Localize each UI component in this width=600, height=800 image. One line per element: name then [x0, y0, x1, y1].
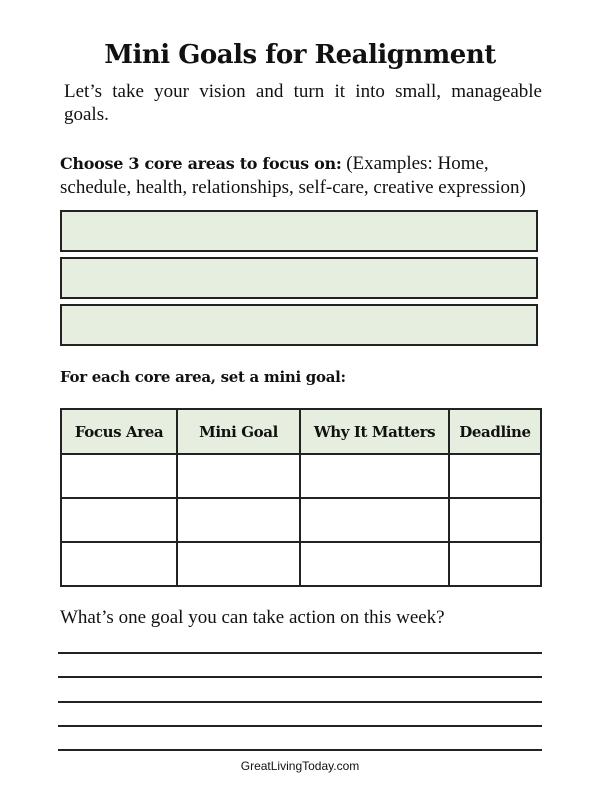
column-header-why-it-matters: Why It Matters [300, 409, 449, 454]
column-header-mini-goal: Mini Goal [177, 409, 300, 454]
column-header-focus-area: Focus Area [61, 409, 177, 454]
core-areas-prompt-bold: Choose 3 core areas to focus on: [60, 154, 342, 173]
deadline-cell[interactable] [449, 454, 541, 498]
writing-line-2[interactable] [58, 676, 542, 678]
intro-text: Let’s take your vision and turn it into small, manageable goals. [64, 81, 542, 125]
core-area-box-2[interactable] [60, 257, 538, 299]
mini-goal-heading: For each core area, set a mini goal: [60, 368, 346, 386]
focus-area-cell[interactable] [61, 454, 177, 498]
column-header-deadline: Deadline [449, 409, 541, 454]
why-it-matters-cell[interactable] [300, 454, 449, 498]
core-areas-prompt-examples: (Examples: Home, schedule, health, relationships, self-care, creative expression) [60, 153, 526, 198]
footer-site-name: GreatLivingToday.com [240, 759, 360, 773]
table-row [61, 454, 541, 498]
why-it-matters-cell[interactable] [300, 542, 449, 586]
table-row [61, 498, 541, 542]
why-it-matters-cell[interactable] [300, 498, 449, 542]
table-header-row [61, 409, 541, 454]
page-title: Mini Goals for Realignment [104, 40, 496, 70]
table-row [61, 542, 541, 586]
mini-goal-cell[interactable] [177, 498, 300, 542]
deadline-cell[interactable] [449, 542, 541, 586]
mini-goal-table [60, 408, 542, 587]
writing-line-5[interactable] [58, 749, 542, 751]
focus-area-cell[interactable] [61, 542, 177, 586]
focus-area-cell[interactable] [61, 498, 177, 542]
action-question: What’s one goal you can take action on this week? [60, 607, 445, 628]
writing-line-4[interactable] [58, 725, 542, 727]
core-areas-prompt [60, 152, 550, 200]
mini-goal-cell[interactable] [177, 454, 300, 498]
deadline-cell[interactable] [449, 498, 541, 542]
writing-line-1[interactable] [58, 652, 542, 654]
mini-goal-cell[interactable] [177, 542, 300, 586]
core-area-box-3[interactable] [60, 304, 538, 346]
writing-line-3[interactable] [58, 701, 542, 703]
core-area-box-1[interactable] [60, 210, 538, 252]
